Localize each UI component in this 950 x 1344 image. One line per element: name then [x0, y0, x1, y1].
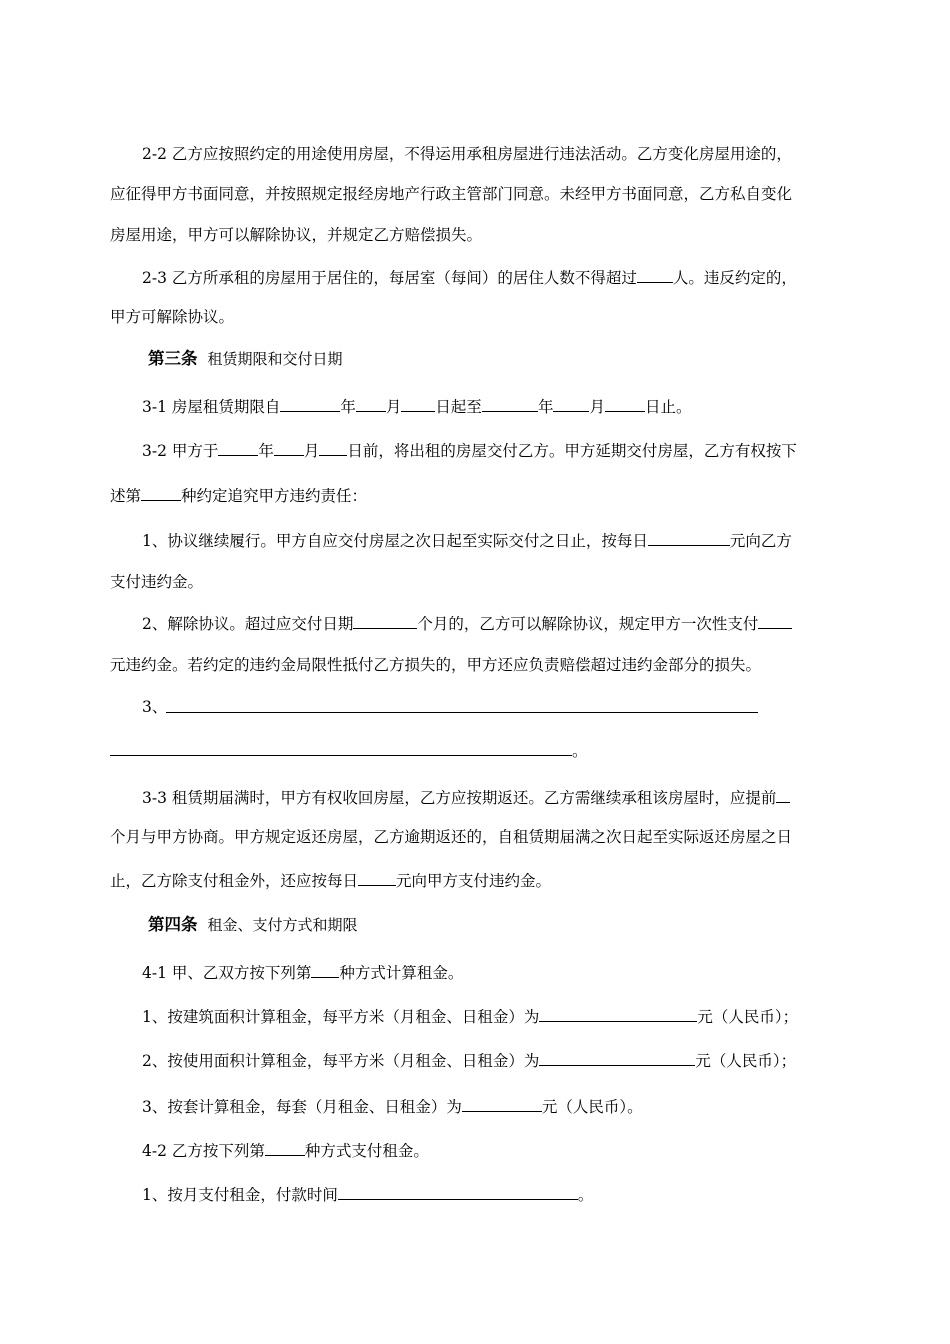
text: 日起至 [435, 398, 482, 416]
text: 个月的，乙方可以解除协议，规定甲方一次性支付 [417, 615, 759, 633]
blank-field[interactable] [356, 396, 386, 412]
blank-field[interactable] [353, 613, 417, 629]
article-3-heading [148, 349, 343, 369]
clause-4-2-item-1 [142, 1184, 593, 1205]
text: 月 [385, 398, 402, 416]
text: 2、解除协议。超过应交付日期 [142, 615, 354, 633]
text: 支付违约金。 [110, 573, 204, 591]
text: 3-2 甲方于 [142, 442, 219, 460]
text: 日前，将出租的房屋交付乙方。甲方延期交付房屋，乙方有权按下 [347, 442, 797, 460]
article-4-heading [148, 915, 358, 935]
text: 1、协议继续履行。甲方自应交付房屋之次日起至实际交付之日止，按每日 [142, 532, 648, 550]
text: 3、 [142, 698, 168, 716]
text: 房屋用途，甲方可以解除协议，并规定乙方赔偿损失。 [110, 226, 483, 244]
clause-2-2-line-1 [142, 144, 792, 164]
clause-2-3-line-2 [110, 307, 234, 327]
text: 3-3 租赁期届满时，甲方有权收回房屋，乙方应按期返还。乙方需继续承租该房屋时，应提前 [142, 789, 777, 807]
blank-field[interactable] [637, 267, 673, 283]
blank-field[interactable] [605, 396, 645, 412]
clause-3-2-item-1-line-1 [142, 530, 792, 551]
clause-3-3-line-1 [142, 787, 790, 808]
blank-line[interactable] [166, 712, 758, 713]
text: 2、按使用面积计算租金，每平方米（月租金、日租金）为 [142, 1052, 540, 1070]
blank-field[interactable] [280, 396, 340, 412]
text: 元（人民币）； [697, 1008, 799, 1026]
clause-3-2-line-1 [142, 440, 797, 461]
text: 。 [572, 742, 588, 760]
blank-field[interactable] [338, 1184, 578, 1200]
blank-field[interactable] [539, 1006, 697, 1022]
clause-3-2-line-2 [110, 485, 367, 506]
blank-field[interactable] [462, 1096, 542, 1112]
text: 人。违反约定的， [672, 269, 797, 287]
blank-field[interactable] [358, 870, 396, 886]
clause-4-1 [142, 962, 463, 983]
text: 种方式支付租金。 [304, 1142, 429, 1160]
clause-3-2-item-3-line-1 [142, 697, 167, 717]
clause-3-2-item-2-line-2 [110, 655, 761, 675]
blank-field[interactable] [482, 396, 538, 412]
text: 元（人民币）； [695, 1052, 797, 1070]
text: 个月与甲方协商。甲方规定返还房屋，乙方逾期返还的，自租赁期届满之次日起至实际返还房屋之日 [110, 828, 793, 846]
clause-4-2 [142, 1140, 429, 1161]
article-title: 租赁期限和交付日期 [207, 350, 343, 368]
blank-field[interactable] [265, 1140, 305, 1156]
blank-field[interactable] [319, 440, 347, 456]
text: 1、按建筑面积计算租金，每平方米（月租金、日租金）为 [142, 1008, 540, 1026]
text: 年 [537, 398, 554, 416]
text: 1、按月支付租金，付款时间 [142, 1186, 338, 1204]
blank-field[interactable] [274, 440, 304, 456]
text: 元违约金。若约定的违约金局限性抵付乙方损失的，甲方还应负责赔偿超过违约金部分的损失。 [110, 656, 762, 674]
text: 月 [589, 398, 605, 416]
text: 甲方可解除协议。 [110, 308, 235, 326]
text: 年 [340, 398, 356, 416]
blank-field[interactable] [539, 1050, 695, 1066]
text: 3、按套计算租金，每套（月租金、日租金）为 [142, 1098, 462, 1116]
blank-field[interactable] [401, 396, 435, 412]
clause-3-2-item-1-line-2 [110, 572, 203, 592]
text: 种约定追究甲方违约责任： [181, 487, 368, 505]
clause-4-1-item-1 [142, 1006, 798, 1027]
text: 2-2 乙方应按照约定的用途使用房屋，不得运用承租房屋进行违法活动。乙方变化房屋用途的， [142, 145, 792, 163]
clause-3-3-line-3 [110, 870, 551, 891]
text: 月 [303, 442, 320, 460]
article-title: 租金、支付方式和期限 [207, 916, 358, 934]
text: 种方式计算租金。 [339, 964, 464, 982]
blank-field[interactable] [311, 962, 339, 978]
text: 。 [577, 1186, 594, 1204]
blank-field[interactable] [141, 485, 181, 501]
clause-2-2-line-3 [110, 225, 482, 245]
blank-field[interactable] [758, 613, 792, 629]
text: 元向甲方支付违约金。 [396, 872, 552, 890]
clause-2-2-line-2 [110, 184, 792, 204]
clause-4-1-item-3 [142, 1096, 643, 1117]
blank-field[interactable] [648, 530, 730, 546]
text: 止，乙方除支付租金外，还应按每日 [110, 872, 359, 890]
text: 年 [258, 442, 274, 460]
blank-field[interactable] [553, 396, 589, 412]
article-number: 第三条 [148, 349, 198, 368]
text: 4-2 乙方按下列第 [142, 1142, 265, 1160]
blank-line[interactable] [110, 755, 572, 756]
text: 元（人民币）。 [541, 1098, 643, 1116]
clause-3-2-item-3-end [572, 741, 588, 761]
blank-field[interactable] [218, 440, 258, 456]
clause-3-3-line-2 [110, 827, 792, 847]
clause-2-3-line-1 [142, 267, 797, 288]
clause-3-1 [142, 396, 691, 417]
text: 元向乙方 [729, 532, 792, 550]
clause-3-2-item-2-line-1 [142, 613, 792, 634]
text: 应征得甲方书面同意，并按照规定报经房地产行政主管部门同意。未经甲方书面同意，乙方私自变化 [110, 185, 793, 203]
text: 2-3 乙方所承租的房屋用于居住的，每居室（每间）的居住人数不得超过 [142, 269, 637, 287]
clause-4-1-item-2 [142, 1050, 796, 1071]
text: 3-1 房屋租赁期限自 [142, 398, 281, 416]
text: 日止。 [644, 398, 692, 416]
text: 述第 [110, 487, 142, 505]
blank-field[interactable] [776, 787, 790, 803]
article-number: 第四条 [148, 915, 198, 934]
text: 4-1 甲、乙双方按下列第 [142, 964, 312, 982]
